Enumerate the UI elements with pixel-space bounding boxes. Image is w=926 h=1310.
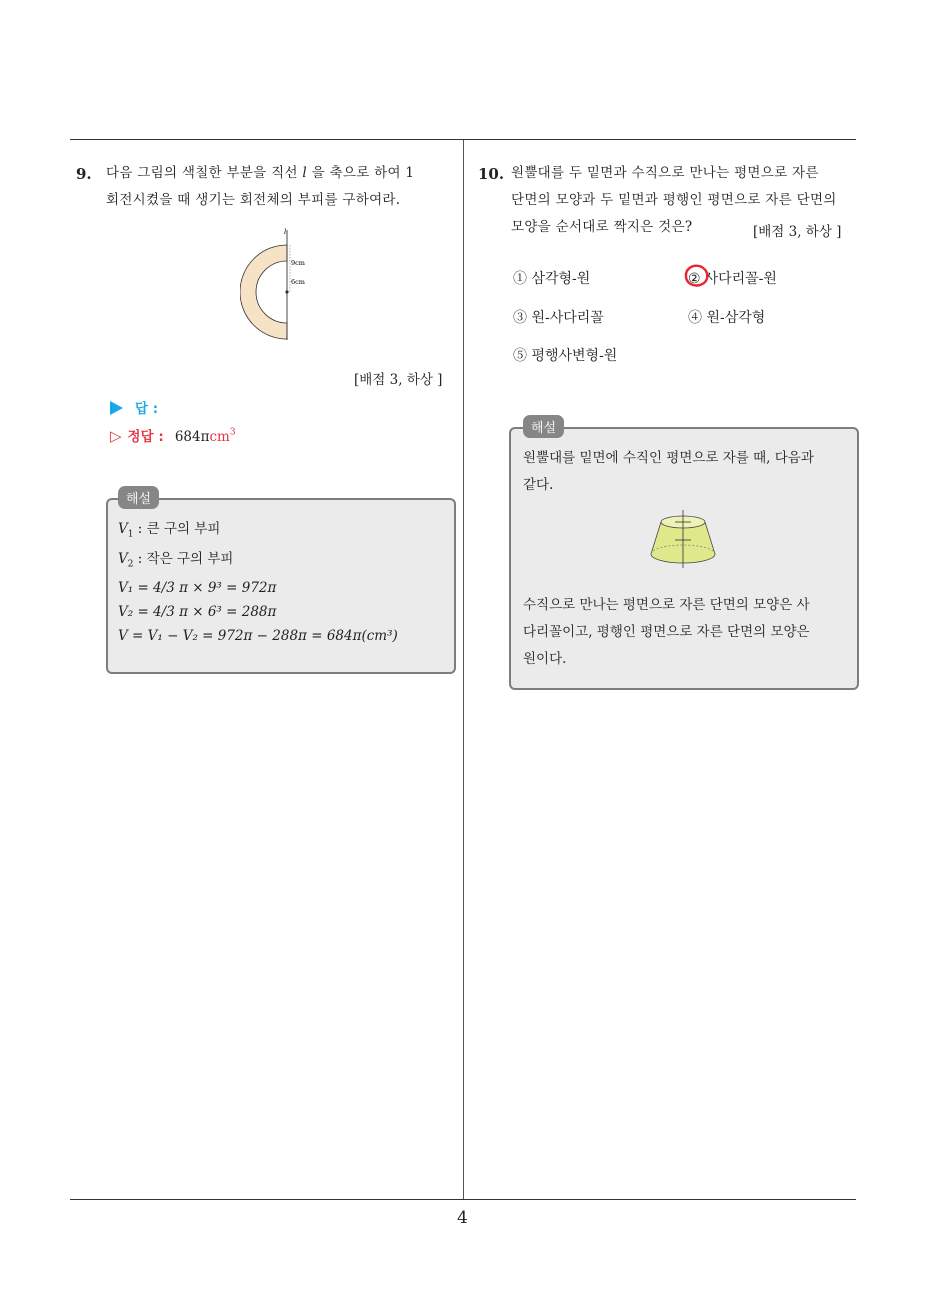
question-10-line2: 단면의 모양과 두 밑면과 평행인 평면으로 자른 단면의 — [511, 192, 837, 208]
q10-expl-line1: 원뿔대를 밑면에 수직인 평면으로 자를 때, 다음과 — [523, 450, 814, 466]
q9-correct-row — [110, 425, 236, 445]
bottom-rule — [70, 1199, 856, 1200]
q9-half-ring — [240, 245, 287, 339]
q9-axis-label: l — [284, 228, 287, 236]
q10-explanation-tag: 해설 — [523, 415, 564, 438]
choice-1[interactable]: ① 삼각형-원 — [513, 271, 591, 287]
q10-expl-line3: 수직으로 만나는 평면으로 자른 단면의 모양은 사 — [523, 597, 810, 613]
q10-expl-line2: 같다. — [523, 477, 554, 493]
q9-inner-label: 6cm — [291, 278, 305, 286]
correct-label: 정답 : — [127, 429, 164, 445]
correct-unit-exp: 3 — [229, 427, 236, 438]
frustum-figure — [648, 508, 718, 570]
expl-line-v1-calc: V₁ = 4/3 π × 9³ = 972π — [118, 580, 277, 597]
question-9-line2: 회전시켰을 때 생기는 회전체의 부피를 구하여라. — [106, 192, 401, 208]
answer-label: 답 : — [135, 401, 159, 417]
question-10-number: 10. — [478, 165, 505, 183]
correct-value: 684π — [174, 429, 210, 445]
q10-score: [배점 3, 하상 ] — [753, 224, 842, 240]
question-9-line1: 다음 그림의 색칠한 부분을 직선 l 을 축으로 하여 1 — [106, 165, 415, 181]
choice-4[interactable]: ④ 원-삼각형 — [688, 310, 766, 326]
q9-center-point — [285, 290, 288, 293]
q10-expl-line5: 원이다. — [523, 651, 567, 667]
column-divider — [463, 140, 464, 1200]
q9-outer-label: 9cm — [291, 259, 305, 267]
play-icon — [110, 401, 123, 415]
marked-answer-circle-icon — [682, 262, 712, 290]
q9-explanation-tag: 해설 — [118, 486, 159, 509]
expl-line-v1: $V_1$ : 큰 구의 부피 — [118, 521, 221, 540]
choice-5[interactable]: ⑤ 평행사변형-원 — [513, 348, 618, 364]
q9-ring-figure — [240, 228, 320, 343]
expl-line-v2: $V_2$ : 작은 구의 부피 — [118, 550, 234, 570]
question-10-line3: 모양을 순서대로 짝지은 것은? — [511, 219, 693, 235]
choice-2[interactable]: ② 사다리꼴-원 — [688, 271, 777, 287]
question-9-number: 9. — [76, 165, 92, 183]
expl-line-v-total: V = V₁ − V₂ = 972π − 288π = 684π(cm³) — [118, 628, 398, 645]
question-10-line1: 원뿔대를 두 밑면과 수직으로 만나는 평면으로 자른 — [511, 165, 819, 181]
q10-expl-line4: 다리꼴이고, 평행인 평면으로 자른 단면의 모양은 — [523, 624, 810, 640]
q9-answer-row — [110, 397, 158, 417]
choice-3[interactable]: ③ 원-사다리꼴 — [513, 310, 604, 326]
q9-explanation-body — [118, 517, 398, 648]
q9-score: [배점 3, 하상 ] — [354, 372, 443, 388]
expl-line-v2-calc: V₂ = 4/3 π × 6³ = 288π — [118, 604, 277, 621]
correct-unit: cm — [209, 429, 230, 445]
outline-play-icon: ▷ — [110, 427, 122, 445]
page-number: 4 — [457, 1208, 468, 1228]
